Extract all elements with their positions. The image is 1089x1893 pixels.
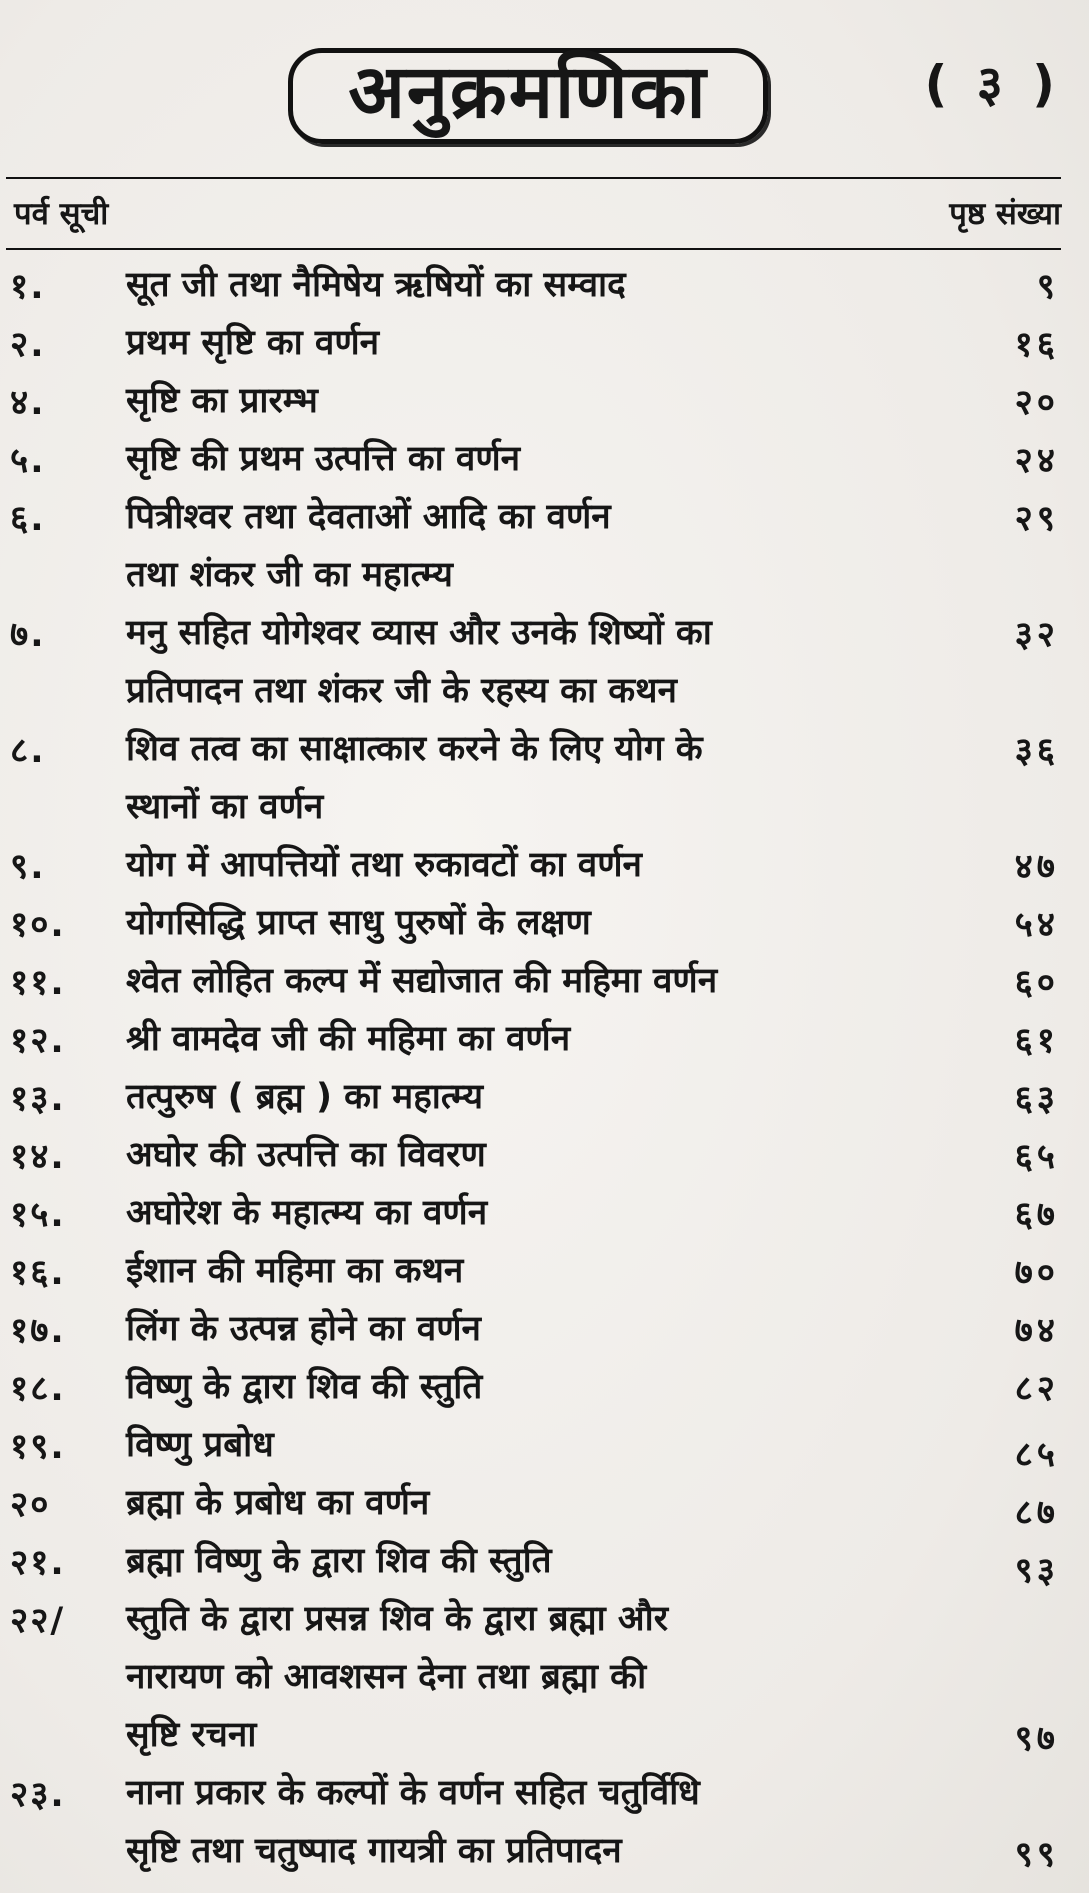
toc-title: सृष्टि की प्रथम उत्पत्ति का वर्णन <box>126 439 521 479</box>
toc-row <box>0 314 1089 372</box>
toc-title: विष्णु के द्वारा शिव की स्तुति <box>126 1367 483 1407</box>
toc-row <box>0 1300 1089 1358</box>
toc-title: ब्रह्मा के प्रबोध का वर्णन <box>126 1483 430 1523</box>
toc-page: ६५ <box>1014 1137 1059 1177</box>
toc-title: नाना प्रकार के कल्पों के वर्णन सहित चतुर्विधि सृष्टि तथा चतुष्पाद गायत्री का प्रतिपादन <box>126 1773 700 1871</box>
page-number: ( ३ ) <box>924 55 1061 113</box>
toc-page: ७४ <box>1014 1311 1059 1351</box>
toc-number: ११. <box>10 963 66 1003</box>
toc-row <box>0 720 1089 836</box>
toc-number: ८. <box>10 731 46 771</box>
toc-title: तत्पुरुष ( ब्रह्म ) का महात्म्य <box>126 1077 484 1117</box>
toc-page: ४७ <box>1014 847 1059 887</box>
toc-row <box>0 1358 1089 1416</box>
toc-title: शिव तत्व का साक्षात्कार करने के लिए योग के स्थानों का वर्णन <box>126 729 703 827</box>
toc-row <box>0 1126 1089 1184</box>
toc-number: ७. <box>10 615 46 655</box>
toc-row <box>0 372 1089 430</box>
toc-row <box>0 952 1089 1010</box>
toc-page: ८२ <box>1014 1369 1059 1409</box>
toc-title: लिंग के उत्पन्न होने का वर्णन <box>126 1309 481 1349</box>
toc-number: १९. <box>10 1427 66 1467</box>
toc-title: मनु सहित योगेश्वर व्यास और उनके शिष्यों का प्रतिपादन तथा शंकर जी के रहस्य का कथन <box>126 613 712 711</box>
toc-title: अघोर की उत्पत्ति का विवरण <box>126 1135 486 1175</box>
toc-row <box>0 1590 1089 1764</box>
toc-title: अघोरेश के महात्म्य का वर्णन <box>126 1193 488 1233</box>
column-heading-pages: पृष्ठ संख्या <box>949 196 1061 232</box>
toc-page: २० <box>1014 383 1059 423</box>
toc-title: योग में आपत्तियों तथा रुकावटों का वर्णन <box>126 845 642 885</box>
column-heading-chapters: पर्व सूची <box>14 196 109 232</box>
toc-page: ९३ <box>1014 1551 1059 1591</box>
toc-title: श्री वामदेव जी की महिमा का वर्णन <box>126 1019 571 1059</box>
toc-number: १५. <box>10 1195 66 1235</box>
toc-number: १०. <box>10 905 66 945</box>
toc-page: ३२ <box>1014 615 1059 655</box>
toc-number: १६. <box>10 1253 66 1293</box>
toc-page: ३६ <box>1014 731 1059 771</box>
toc-number: १३. <box>10 1079 66 1119</box>
toc-number: ९. <box>10 847 46 887</box>
toc-row <box>0 1474 1089 1532</box>
toc-number: ५. <box>10 441 46 481</box>
page-title: अनुक्रमणिका <box>348 49 708 135</box>
toc-page: ९७ <box>1014 1719 1059 1759</box>
toc-row <box>0 894 1089 952</box>
toc-row <box>0 256 1089 314</box>
toc-page: २४ <box>1014 441 1059 481</box>
toc-number: १८. <box>10 1369 66 1409</box>
toc-number: २२/ <box>10 1601 66 1641</box>
toc-row <box>0 1010 1089 1068</box>
toc-row <box>0 1764 1089 1880</box>
toc-page: १६ <box>1014 325 1059 365</box>
toc-number: १. <box>10 267 46 307</box>
toc-number: १४. <box>10 1137 66 1177</box>
toc-number: ६. <box>10 499 46 539</box>
toc-page: ६० <box>1014 963 1059 1003</box>
toc-page: ६३ <box>1014 1079 1059 1119</box>
toc-title: स्तुति के द्वारा प्रसन्न शिव के द्वारा ब्रह्मा और नारायण को आवशसन देना तथा ब्रह्मा की सृष्टि रचना <box>126 1599 669 1755</box>
toc-page: ६७ <box>1014 1195 1059 1235</box>
title-frame <box>288 48 768 144</box>
toc-page: २९ <box>1014 499 1059 539</box>
toc-row <box>0 1532 1089 1590</box>
toc-number: २१. <box>10 1543 66 1583</box>
toc-title: पित्रीश्वर तथा देवताओं आदि का वर्णन तथा शंकर जी का महात्म्य <box>126 497 611 595</box>
toc-title: सृष्टि का प्रारम्भ <box>126 381 318 421</box>
toc-number: १२. <box>10 1021 66 1061</box>
toc-number: २३. <box>10 1775 66 1815</box>
toc-row <box>0 1184 1089 1242</box>
toc-page: ८५ <box>1014 1435 1059 1475</box>
toc-row <box>0 1068 1089 1126</box>
toc-number: २. <box>10 325 46 365</box>
toc-number: ४. <box>10 383 46 423</box>
toc-page: ९ <box>1036 267 1059 307</box>
table-of-contents <box>0 256 1089 1880</box>
toc-title: ईशान की महिमा का कथन <box>126 1251 464 1291</box>
toc-title: विष्णु प्रबोध <box>126 1425 274 1465</box>
toc-row <box>0 430 1089 488</box>
header-rule-bottom <box>6 248 1061 250</box>
toc-title: श्वेत लोहित कल्प में सद्योजात की महिमा वर्णन <box>126 961 718 1001</box>
toc-row <box>0 488 1089 604</box>
toc-row <box>0 604 1089 720</box>
toc-page: ९९ <box>1014 1835 1059 1875</box>
header-rule-top <box>6 177 1061 179</box>
toc-title: ब्रह्मा विष्णु के द्वारा शिव की स्तुति <box>126 1541 552 1581</box>
toc-title: सूत जी तथा नैमिषेय ऋषियों का सम्वाद <box>126 265 626 305</box>
toc-page: ५४ <box>1014 905 1059 945</box>
toc-page: ८७ <box>1014 1493 1059 1533</box>
toc-row <box>0 1242 1089 1300</box>
toc-page: ७० <box>1014 1253 1059 1293</box>
toc-page: ६१ <box>1014 1021 1059 1061</box>
toc-title: प्रथम सृष्टि का वर्णन <box>126 323 380 363</box>
toc-number: १७. <box>10 1311 66 1351</box>
toc-number: २० <box>10 1485 51 1525</box>
toc-row <box>0 1416 1089 1474</box>
toc-title: योगसिद्धि प्राप्त साधु पुरुषों के लक्षण <box>126 903 591 943</box>
toc-row <box>0 836 1089 894</box>
